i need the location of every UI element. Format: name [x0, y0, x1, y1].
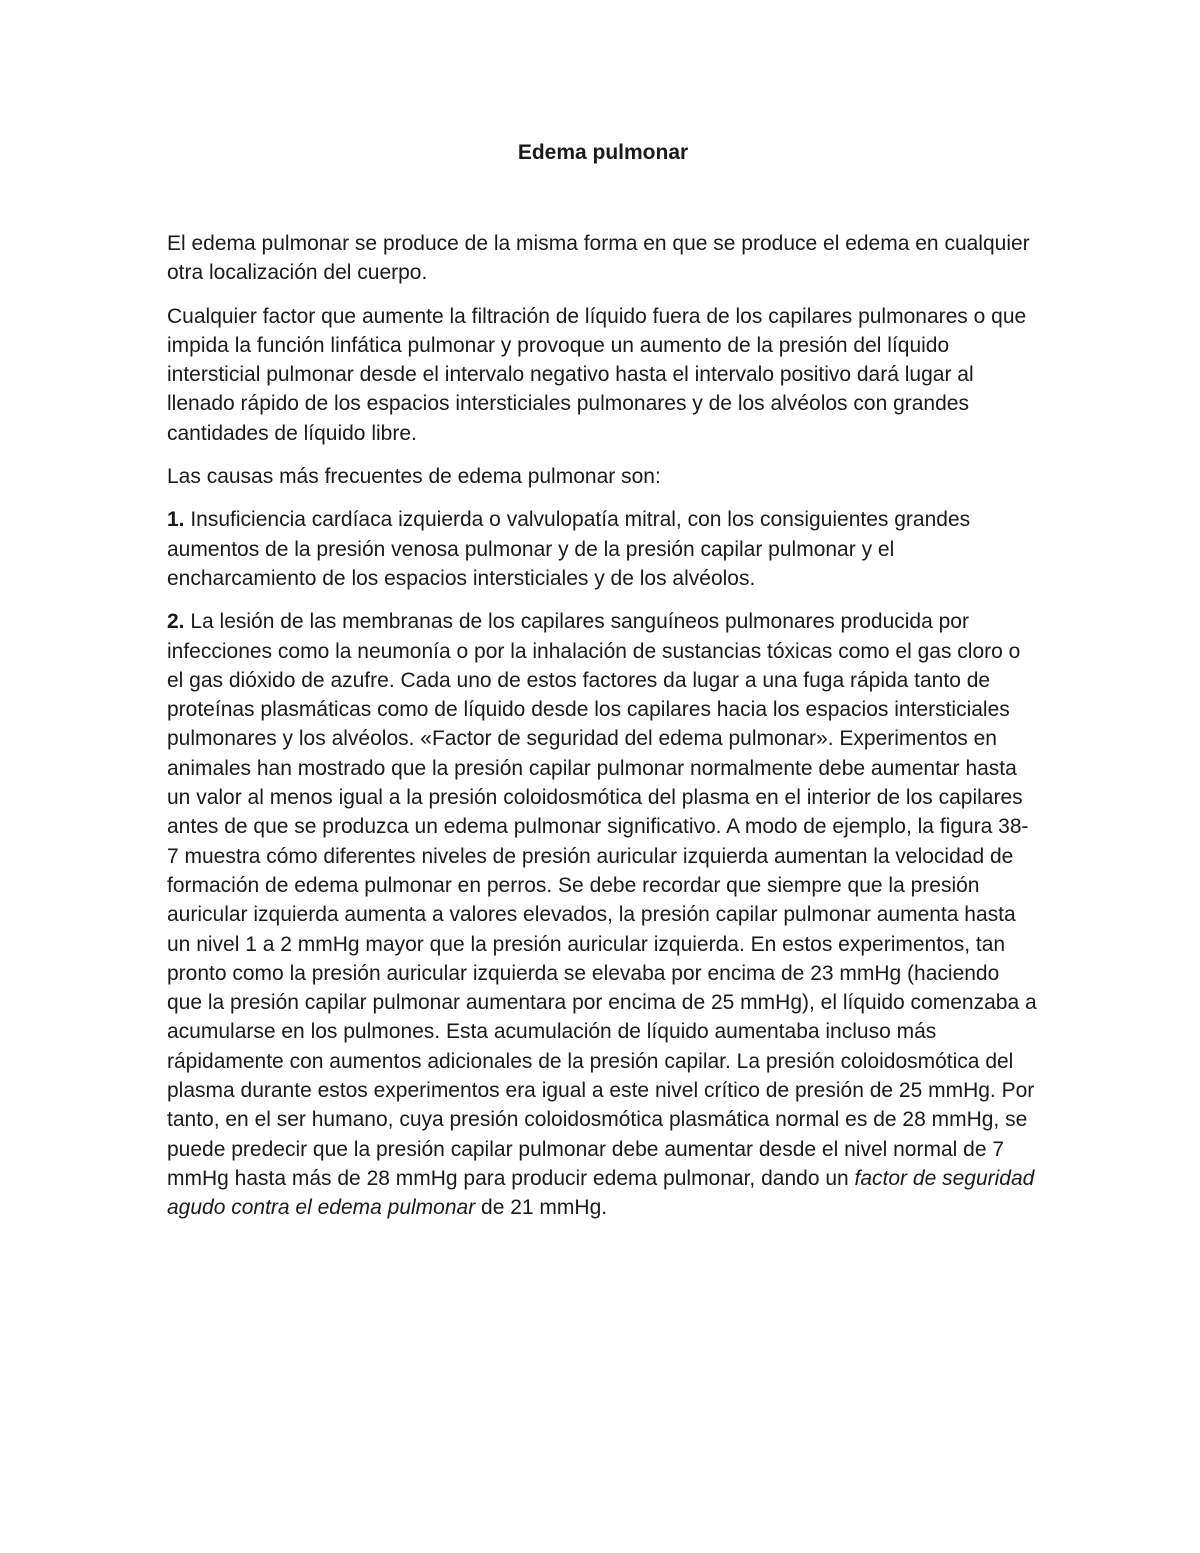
paragraph-intro: El edema pulmonar se produce de la misma forma en que se produce el edema en cualquier otra localización del cuerpo.: [167, 232, 1030, 285]
list-item-1-text: Insuficiencia cardíaca izquierda o valvulopatía mitral, con los consiguientes grandes aumentos de la presión venosa pulmonar y de la presión capilar pulmonar y el encharcamiento de los espacios intersticiales y de los alvéolos.: [167, 508, 971, 590]
list-item-2-text: La lesión de las membranas de los capilares sanguíneos pulmonares producida por infecciones como la neumonía o por la inhalación de sustancias tóxicas como el gas cloro o el gas dióxido de azufre. Cada uno de estos factores da lugar a una fuga rápida tanto de proteínas plasmáticas como de líquido desde los capilares hacia los espacios intersticiales pulmonares y los alvéolos. «Factor de seguridad del edema pulmonar». Experimentos en animales han mostrado que la presión capilar pulmonar normalmente debe aumentar hasta un valor al menos igual a la presión coloidosmótica del plasma en el interior de los capilares antes de que se produzca un edema pulmonar significativo. A modo de ejemplo, la figura 38-7 muestra cómo diferentes niveles de presión auricular izquierda aumentan la velocidad de formación de edema pulmonar en perros. Se debe recordar que siempre que la presión auricular izquierda aumenta a valores elevados, la presión capilar pulmonar aumenta hasta un nivel 1 a 2 mmHg mayor que la presión auricular izquierda. En estos experimentos, tan pronto como la presión auricular izquierda se elevaba por encima de 23 mmHg (haciendo que la presión capilar pulmonar aumentara por encima de 25 mmHg), el líquido comenzaba a acumularse en los pulmones. Esta acumulación de líquido aumentaba incluso más rápidamente con aumentos adicionales de la presión capilar. La presión coloidosmótica del plasma durante estos experimentos era igual a este nivel crítico de presión de 25 mmHg. Por tanto, en el ser humano, cuya presión coloidosmótica plasmática normal es de 28 mmHg, se puede predecir que la presión capilar pulmonar debe aumentar desde el nivel normal de 7 mmHg hasta más de 28 mmHg para producir edema pulmonar, dando un: [167, 610, 1037, 1190]
list-item-2-number: 2.: [167, 610, 185, 634]
list-item-2-italic: factor de seguridad agudo contra el edema pulmonar: [167, 1166, 1035, 1220]
document-body: [167, 138, 1039, 1237]
paragraph-filtration: Cualquier factor que aumente la filtración de líquido fuera de los capilares pulmonares o que impida la función linfática pulmonar y provoque un aumento de la presión del líquido intersticial pulmonar desde el intervalo negativo hasta el intervalo positivo dará lugar al llenado rápido de los espacios intersticiales pulmonares y de los alvéolos con grandes cantidades de líquido libre.: [167, 304, 1027, 445]
paragraph-causes-heading: Las causas más frecuentes de edema pulmonar son:: [167, 465, 661, 489]
list-item-2: [167, 607, 1039, 1222]
page-title: Edema pulmonar: [517, 141, 689, 164]
list-item-1: [167, 505, 1039, 593]
list-item-1-number: 1.: [167, 508, 185, 532]
list-item-2-tail: de 21 mmHg.: [475, 1196, 608, 1220]
